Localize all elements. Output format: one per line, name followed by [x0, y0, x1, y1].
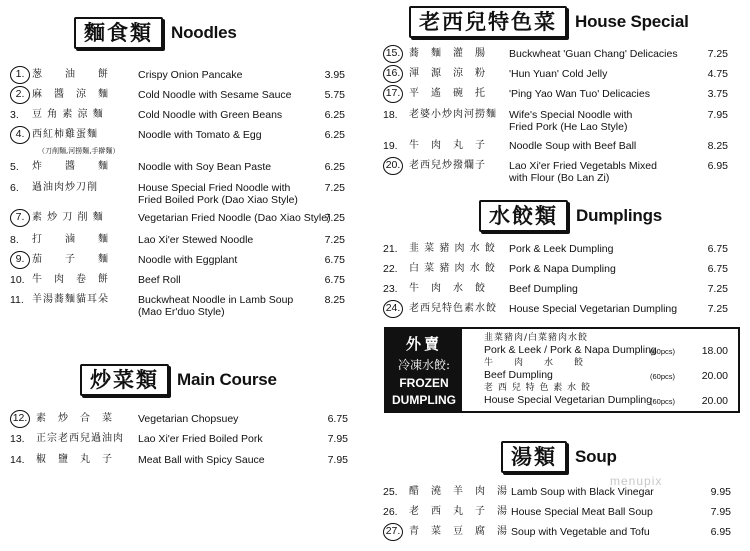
item-name-cn: 茄 子 麵 — [32, 254, 109, 265]
item-name-cn: 麻 醬 涼 麵 — [32, 89, 109, 100]
frozen-items — [462, 329, 738, 411]
frozen-item-en: Pork & Leek / Pork & Napa Dumpling — [484, 344, 657, 356]
item-name-cn: 豆 角 素 涼 麵 — [32, 109, 104, 120]
item-name-en: Crispy Onion Pancake — [138, 69, 243, 81]
menu-item-row — [10, 128, 345, 144]
frozen-item-en: House Special Vegetarian Dumpling — [484, 394, 653, 406]
item-name-cn: 牛 肉 丸 子 — [409, 140, 486, 151]
frozen-item-cn: 老 西 兒 特 色 素 水 餃 — [484, 383, 592, 393]
item-price: 6.95 — [710, 526, 731, 538]
item-name-en: 'Ping Yao Wan Tuo' Delicacies — [509, 88, 650, 100]
item-name-en: House Special Vegetarian Dumpling — [509, 303, 678, 315]
item-price: 7.25 — [324, 182, 345, 194]
item-name-en: 'Hun Yuan' Cold Jelly — [509, 68, 608, 80]
item-name-cn: 韭 菜 豬 肉 水 餃 — [409, 243, 496, 254]
item-number: 1. — [10, 66, 30, 84]
frozen-label — [386, 329, 462, 411]
dumplings-title-en: Dumplings — [576, 206, 663, 225]
item-price: 7.95 — [707, 109, 728, 121]
item-number: 17. — [383, 85, 403, 103]
frozen-item-qty: (60pcs) — [650, 347, 676, 356]
menu-item-row — [383, 525, 731, 541]
frozen-label-en1: FROZEN — [399, 376, 449, 390]
item-price: 6.25 — [324, 109, 345, 121]
frozen-item-en: Beef Dumpling — [484, 369, 553, 381]
menu-item-row — [10, 68, 345, 84]
frozen-dumpling-box — [384, 327, 740, 413]
item-name-en: Meat Ball with Spicy Sauce — [138, 454, 265, 466]
dumplings-header — [479, 200, 662, 232]
item-price: 7.25 — [324, 234, 345, 246]
item-name-cn: 老西兒特色素水餃 — [409, 303, 497, 314]
item-price: 5.75 — [324, 89, 345, 101]
item-name-en: Pork & Leek Dumpling — [509, 243, 614, 255]
soup-header — [501, 441, 617, 473]
soup-title-en: Soup — [575, 447, 617, 466]
item-number: 22. — [383, 263, 398, 275]
item-name-en: Lao Xi'er Fried Boiled Pork — [138, 433, 263, 445]
item-name-en: Lao Xi'er Fried Vegetabls Mixed — [509, 160, 657, 172]
item-name-cn: 打 滷 麵 — [32, 234, 109, 245]
house-special-title-cn: 老西兒特色菜 — [409, 6, 567, 38]
item-number: 10. — [10, 274, 25, 286]
frozen-item-qty: (60pcs) — [650, 397, 676, 406]
menu-item-row — [383, 505, 731, 521]
main-course-title-cn: 炒菜類 — [80, 364, 169, 396]
item-name-cn: 牛 肉 水 餃 — [409, 283, 486, 294]
frozen-label-cn1: 外賣 — [405, 335, 442, 353]
item-number: 21. — [383, 243, 398, 255]
item-price: 6.75 — [707, 263, 728, 275]
item-name-en: Vegetarian Fried Noodle (Dao Xiao Style) — [138, 212, 331, 224]
item-name-en: Lamb Soup with Black Vinegar — [511, 486, 654, 498]
item-name-en: Noodle with Soy Bean Paste — [138, 161, 272, 173]
noodle-style-note: （刀削麵,河撈麵,手擀麵） — [38, 147, 120, 155]
frozen-item-price: 20.00 — [701, 395, 728, 407]
item-name-cn: 牛 肉 卷 餅 — [32, 274, 109, 285]
menu-item-row — [10, 181, 345, 206]
menu-item-row — [383, 282, 728, 298]
item-price: 6.75 — [324, 274, 345, 286]
item-number: 20. — [383, 157, 403, 175]
item-name-cn: 青 菜 豆 腐 湯 — [409, 526, 508, 537]
menu-item-row — [10, 293, 345, 318]
item-price: 6.25 — [324, 161, 345, 173]
item-price: 6.75 — [324, 254, 345, 266]
item-number: 5. — [10, 161, 19, 173]
frozen-item — [484, 358, 584, 381]
item-number: 13. — [10, 433, 25, 445]
frozen-item-qty: (60pcs) — [650, 372, 676, 381]
menu-item-row — [383, 485, 731, 501]
item-price: 6.25 — [324, 129, 345, 141]
item-price: 7.95 — [327, 454, 348, 466]
menu-item-row — [10, 273, 345, 289]
item-name-cn: 老 西 丸 子 湯 — [409, 506, 508, 517]
item-name-cn: 白 菜 豬 肉 水 餃 — [409, 263, 496, 274]
menu-item-row — [383, 302, 728, 318]
item-number: 8. — [10, 234, 19, 246]
menu-item-row — [10, 88, 345, 104]
menu-item-row — [10, 432, 348, 448]
frozen-item-price: 18.00 — [701, 345, 728, 357]
item-name-en: Buckwheat Noodle in Lamb Soup — [138, 294, 294, 306]
item-price: 4.75 — [707, 68, 728, 80]
frozen-item — [484, 383, 652, 406]
menu-item-row — [383, 67, 728, 83]
item-name-cn: 葱 油 餅 — [32, 69, 109, 80]
item-name-cn: 醋 澆 羊 肉 湯 — [409, 486, 508, 497]
item-number: 24. — [383, 300, 403, 318]
item-price: 6.75 — [327, 413, 348, 425]
item-name-en: Noodle Soup with Beef Ball — [509, 140, 637, 152]
noodles-header — [74, 17, 237, 49]
frozen-item-cn: 牛 肉 水 餃 — [484, 358, 585, 368]
item-number: 14. — [10, 454, 25, 466]
item-name-en: Buckwheat 'Guan Chang' Delicacies — [509, 48, 678, 60]
item-number: 9. — [10, 251, 30, 269]
item-number: 18. — [383, 109, 398, 121]
frozen-label-en2: DUMPLING — [392, 393, 456, 407]
item-price: 7.25 — [707, 303, 728, 315]
item-name-en: Cold Noodle with Green Beans — [138, 109, 283, 121]
item-name-en: Lao Xi'er Stewed Noodle — [138, 234, 254, 246]
house-special-title-en: House Special — [575, 12, 689, 31]
noodles-title-cn: 麵食類 — [74, 17, 163, 49]
menu-item-row — [10, 108, 345, 124]
item-price: 7.95 — [710, 506, 731, 518]
item-number: 19. — [383, 140, 398, 152]
item-number: 27. — [383, 523, 403, 541]
menu-item-row — [10, 453, 348, 469]
item-name-cn: 素 炒 刀 削 麵 — [32, 212, 104, 223]
menu-item-row — [10, 412, 348, 428]
item-price: 6.75 — [707, 243, 728, 255]
item-name-en-line2: Fried Pork (He Lao Style) — [509, 121, 628, 133]
frozen-item-price: 20.00 — [701, 370, 728, 382]
item-name-cn: 西紅柿雞蛋麵 — [32, 129, 98, 140]
item-price: 7.95 — [327, 433, 348, 445]
item-name-en: Wife's Special Noodle with — [509, 109, 633, 121]
item-name-cn: 椒 鹽 丸 子 — [36, 454, 113, 465]
menu-item-row — [383, 262, 728, 278]
item-price: 6.95 — [707, 160, 728, 172]
house-special-header — [409, 6, 689, 38]
item-name-en: Noodle with Tomato & Egg — [138, 129, 262, 141]
menu-item-row — [10, 160, 345, 176]
item-name-cn: 蕎 麵 灌 腸 — [409, 48, 486, 59]
menu-item-row — [10, 233, 345, 249]
item-name-en-line2: with Flour (Bo Lan Zi) — [509, 172, 610, 184]
frozen-item-cn: 韭菜豬肉/白菜豬肉水餃 — [484, 333, 589, 343]
item-price: 7.25 — [324, 212, 345, 224]
menu-item-row — [383, 47, 728, 63]
item-number: 25. — [383, 486, 398, 498]
soup-title-cn: 湯類 — [501, 441, 567, 473]
item-number: 3. — [10, 109, 19, 121]
frozen-label-cn2: 冷凍水餃: — [397, 358, 451, 372]
noodles-title-en: Noodles — [171, 23, 237, 42]
item-price: 9.95 — [710, 486, 731, 498]
item-name-en: Beef Roll — [138, 274, 181, 286]
item-name-en: Soup with Vegetable and Tofu — [511, 526, 650, 538]
watermark: menupix — [610, 474, 663, 488]
item-name-en: Vegetarian Chopsuey — [138, 413, 239, 425]
item-price: 7.25 — [707, 48, 728, 60]
item-name-en: House Special Meat Ball Soup — [511, 506, 653, 518]
item-price: 3.95 — [324, 69, 345, 81]
menu-item-row — [383, 108, 728, 133]
item-number: 16. — [383, 65, 403, 83]
item-number: 4. — [10, 126, 30, 144]
item-number: 12. — [10, 410, 30, 428]
item-number: 6. — [10, 182, 19, 194]
item-name-en: Beef Dumpling — [509, 283, 578, 295]
item-name-cn: 過油肉炒刀削 — [32, 182, 98, 193]
item-name-cn: 渾 源 涼 粉 — [409, 68, 486, 79]
frozen-item — [484, 333, 657, 356]
menu-item-row — [383, 139, 728, 155]
item-price: 7.25 — [707, 283, 728, 295]
menu-item-row — [383, 87, 728, 103]
item-number: 15. — [383, 45, 403, 63]
item-name-cn: 正宗老西兒過油肉 — [36, 433, 124, 444]
item-name-cn: 老婆小炒肉河撈麵 — [409, 109, 497, 120]
item-name-en: Noodle with Eggplant — [138, 254, 238, 266]
item-number: 2. — [10, 86, 30, 104]
menu-item-row — [383, 242, 728, 258]
item-name-cn: 素 炒 合 菜 — [36, 413, 113, 424]
item-name-cn: 炸 醬 麵 — [32, 161, 109, 172]
item-price: 8.25 — [324, 294, 345, 306]
item-number: 26. — [383, 506, 398, 518]
menu-item-row — [10, 211, 345, 227]
item-number: 23. — [383, 283, 398, 295]
item-price: 8.25 — [707, 140, 728, 152]
item-name-en-line2: (Mao Er'duo Style) — [138, 306, 225, 318]
dumplings-title-cn: 水餃類 — [479, 200, 568, 232]
item-number: 11. — [10, 294, 24, 306]
item-name-en: House Special Fried Noodle with — [138, 182, 291, 194]
item-name-en: Cold Noodle with Sesame Sauce — [138, 89, 292, 101]
menu-item-row — [10, 253, 345, 269]
main-course-title-en: Main Course — [177, 370, 277, 389]
item-number: 7. — [10, 209, 30, 227]
item-name-en: Pork & Napa Dumpling — [509, 263, 616, 275]
main-course-header — [80, 364, 277, 396]
item-name-cn: 羊湯蕎麵貓耳朵 — [32, 294, 109, 305]
menu-item-row — [383, 159, 728, 184]
item-price: 3.75 — [707, 88, 728, 100]
item-name-cn: 老西兒炒撥爛子 — [409, 160, 486, 171]
item-name-cn: 平 遙 碗 托 — [409, 88, 486, 99]
item-name-en-line2: Fried Boiled Pork (Dao Xiao Style) — [138, 194, 298, 206]
